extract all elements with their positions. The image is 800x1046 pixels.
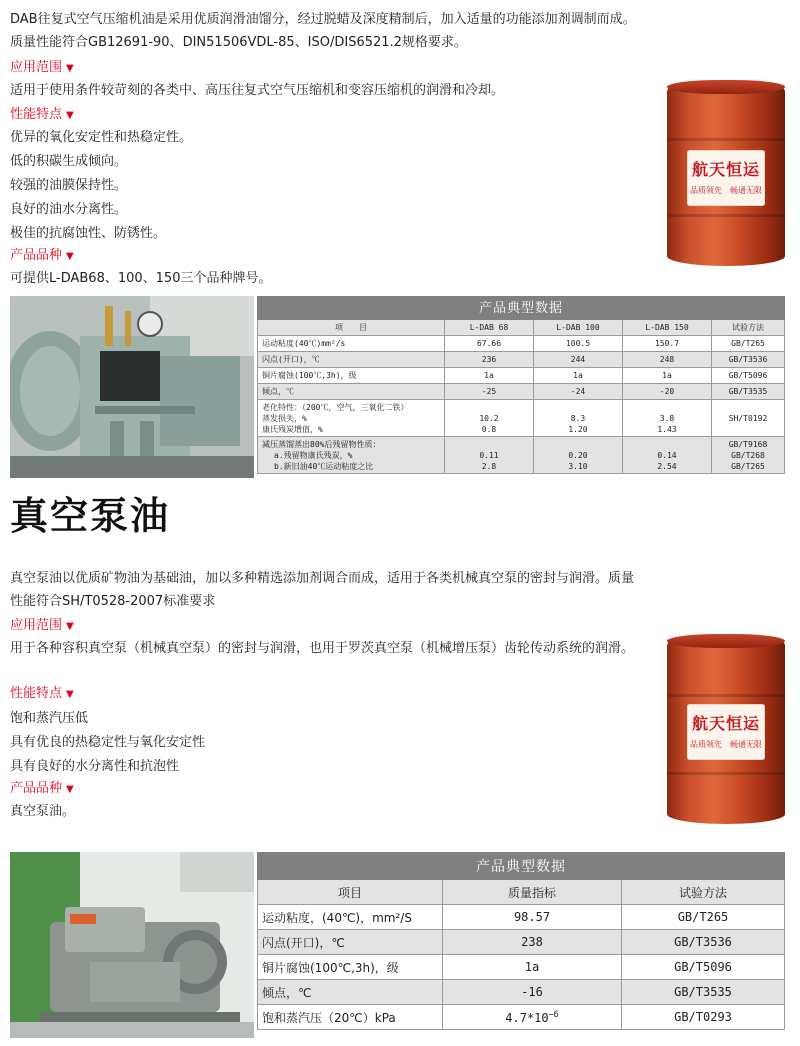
value-cell: 1a	[443, 955, 622, 980]
column-header: L-DAB 150	[623, 320, 712, 336]
method-cell: GB/T3535	[622, 980, 785, 1005]
item-cell: 闪点(开口)，℃	[258, 930, 443, 955]
item-cell: 运动粘度(40℃)mm²/s	[258, 336, 445, 352]
drum-label	[687, 704, 765, 760]
table-caption: 产品典型数据	[258, 297, 785, 320]
table-row	[258, 352, 785, 368]
drum-brand: 航天恒运	[691, 714, 760, 733]
feature-item: 具有良好的水分离性和抗泡性	[10, 759, 180, 774]
triangle-down-icon: ▼	[66, 784, 74, 795]
method-cell: GB/T9168 GB/T268 GB/T265	[712, 437, 785, 474]
method-cell: GB/T265	[622, 905, 785, 930]
method-cell: GB/T3535	[712, 384, 785, 400]
application-heading: 应用范围 ▼	[10, 60, 74, 75]
method-cell: GB/T3536	[622, 930, 785, 955]
method-cell: GB/T3536	[712, 352, 785, 368]
drum-brand: 航天恒运	[691, 160, 760, 179]
triangle-down-icon: ▼	[66, 689, 74, 700]
item-cell: 铜片腐蚀(100℃,3h)，级	[258, 368, 445, 384]
value-cell: 3.8 1.43	[623, 400, 712, 437]
method-cell: GB/T0293	[622, 1005, 785, 1030]
column-header: 项 目	[258, 320, 445, 336]
feature-item: 具有优良的热稳定性与氧化安定性	[10, 735, 206, 750]
aging-line2: 康氏残炭增值，%	[262, 424, 323, 434]
table-row	[258, 980, 785, 1005]
item-cell	[258, 437, 445, 474]
item-cell: 倾点，℃	[258, 384, 445, 400]
features-heading: 性能特点 ▼	[10, 686, 74, 701]
oil-drum-image	[667, 80, 785, 266]
value-cell: 1a	[623, 368, 712, 384]
drum-slogan: 品质领先 畅通无限	[690, 186, 762, 195]
column-header: 项目	[258, 880, 443, 905]
drum-label	[687, 150, 765, 206]
value-cell: $4.7*10^{-6}$	[443, 1005, 622, 1030]
value-cell: -25	[445, 384, 534, 400]
column-header: 质量指标	[443, 880, 622, 905]
value-cell: 244	[534, 352, 623, 368]
value-cell: 236	[445, 352, 534, 368]
products-heading: 产品品种 ▼	[10, 781, 74, 796]
table-header-row	[258, 880, 785, 905]
column-header: L-DAB 100	[534, 320, 623, 336]
value-cell: 150.7	[623, 336, 712, 352]
table-row	[258, 336, 785, 352]
value-cell: -20	[623, 384, 712, 400]
products-text: 真空泵油。	[10, 804, 76, 819]
triangle-down-icon: ▼	[66, 621, 74, 632]
column-header: 试验方法	[712, 320, 785, 336]
dab-typical-data-table	[257, 296, 785, 474]
distill-line2: b.新旧油40℃运动粘度之比	[274, 461, 374, 471]
triangle-down-icon: ▼	[66, 110, 74, 121]
triangle-down-icon: ▼	[66, 251, 74, 262]
air-compressor-photo	[10, 296, 254, 478]
aging-title: 老化特性：（200℃，空气，三氧化二铁）	[262, 402, 409, 412]
vacuum-intro: 真空泵油以优质矿物油为基础油，加以多种精选添加剂调合而成，适用于各类机械真空泵的密封与润滑。质量性能符合SH/T0528-2007标准要求	[10, 571, 635, 609]
products-text: 可提供L-DAB68、100、150三个品种牌号。	[10, 271, 272, 286]
item-cell: 倾点，℃	[258, 980, 443, 1005]
table-row-distill	[258, 437, 785, 474]
item-cell	[258, 400, 445, 437]
table-row-aging	[258, 400, 785, 437]
aging-line1: 蒸发损失，%	[262, 413, 307, 423]
value-cell: 248	[623, 352, 712, 368]
feature-item: 较强的油膜保持性。	[10, 178, 128, 193]
value-cell: 0.20 3.10	[534, 437, 623, 474]
value-cell: -24	[534, 384, 623, 400]
value-cell: 67.66	[445, 336, 534, 352]
table-row	[258, 955, 785, 980]
feature-item: 饱和蒸汽压低	[10, 711, 89, 726]
table-row	[258, 384, 785, 400]
value-cell: 8.3 1.20	[534, 400, 623, 437]
products-heading: 产品品种 ▼	[10, 248, 74, 263]
item-cell: 铜片腐蚀(100℃,3h)，级	[258, 955, 443, 980]
feature-item: 低的积碳生成倾向。	[10, 154, 128, 169]
dab-intro: DAB往复式空气压缩机油是采用优质润滑油馏分，经过脱蜡及深度精制后，加入适量的功能添加剂调制而成。质量性能符合GB12691-90、DIN51506VDL-85、ISO/DIS6521.2规格要求。	[10, 12, 636, 50]
column-header: L-DAB 68	[445, 320, 534, 336]
oil-drum-image	[667, 634, 785, 824]
table-row	[258, 1005, 785, 1030]
distill-line1: a.残留物康氏残炭，%	[274, 450, 353, 460]
column-header: 试验方法	[622, 880, 785, 905]
item-cell: 闪点(开口)，℃	[258, 352, 445, 368]
table-header-row	[258, 320, 785, 336]
method-cell: GB/T265	[712, 336, 785, 352]
method-cell: GB/T5096	[712, 368, 785, 384]
application-text: 适用于使用条件较苛刻的各类中、高压往复式空气压缩机和变容压缩机的润滑和冷却。	[10, 83, 505, 98]
value-cell: 0.11 2.8	[445, 437, 534, 474]
value-cell: 10.2 0.8	[445, 400, 534, 437]
table-caption: 产品典型数据	[258, 853, 785, 880]
distill-title: 减压蒸馏蒸出80%后残留物性质：	[262, 439, 381, 449]
table-row	[258, 905, 785, 930]
vacuum-typical-data-table	[257, 852, 785, 1030]
application-heading: 应用范围 ▼	[10, 618, 74, 633]
item-cell: 饱和蒸汽压（20℃）kPa	[258, 1005, 443, 1030]
application-text: 用于各种容积真空泵（机械真空泵）的密封与润滑，也用于罗茨真空泵（机械增压泵）齿轮传动系统的润滑。	[10, 641, 635, 656]
value-cell: 1a	[534, 368, 623, 384]
value-cell: 238	[443, 930, 622, 955]
value-cell: 100.5	[534, 336, 623, 352]
table-row	[258, 368, 785, 384]
drum-slogan: 品质领先 畅通无限	[690, 740, 762, 749]
triangle-down-icon: ▼	[66, 63, 74, 74]
feature-item: 优异的氧化安定性和热稳定性。	[10, 130, 193, 145]
item-cell: 运动粘度，(40℃)，mm²/S	[258, 905, 443, 930]
vacuum-pump-photo	[10, 852, 254, 1038]
features-heading: 性能特点 ▼	[10, 107, 74, 122]
method-cell: GB/T5096	[622, 955, 785, 980]
value-cell: 98.57	[443, 905, 622, 930]
feature-item: 良好的油水分离性。	[10, 202, 128, 217]
value-cell: 1a	[445, 368, 534, 384]
method-cell: SH/T0192	[712, 400, 785, 437]
table-row	[258, 930, 785, 955]
feature-item: 极佳的抗腐蚀性、防锈性。	[10, 226, 167, 241]
vacuum-oil-title: 真空泵油	[10, 494, 171, 538]
value-cell: -16	[443, 980, 622, 1005]
value-cell: 0.14 2.54	[623, 437, 712, 474]
